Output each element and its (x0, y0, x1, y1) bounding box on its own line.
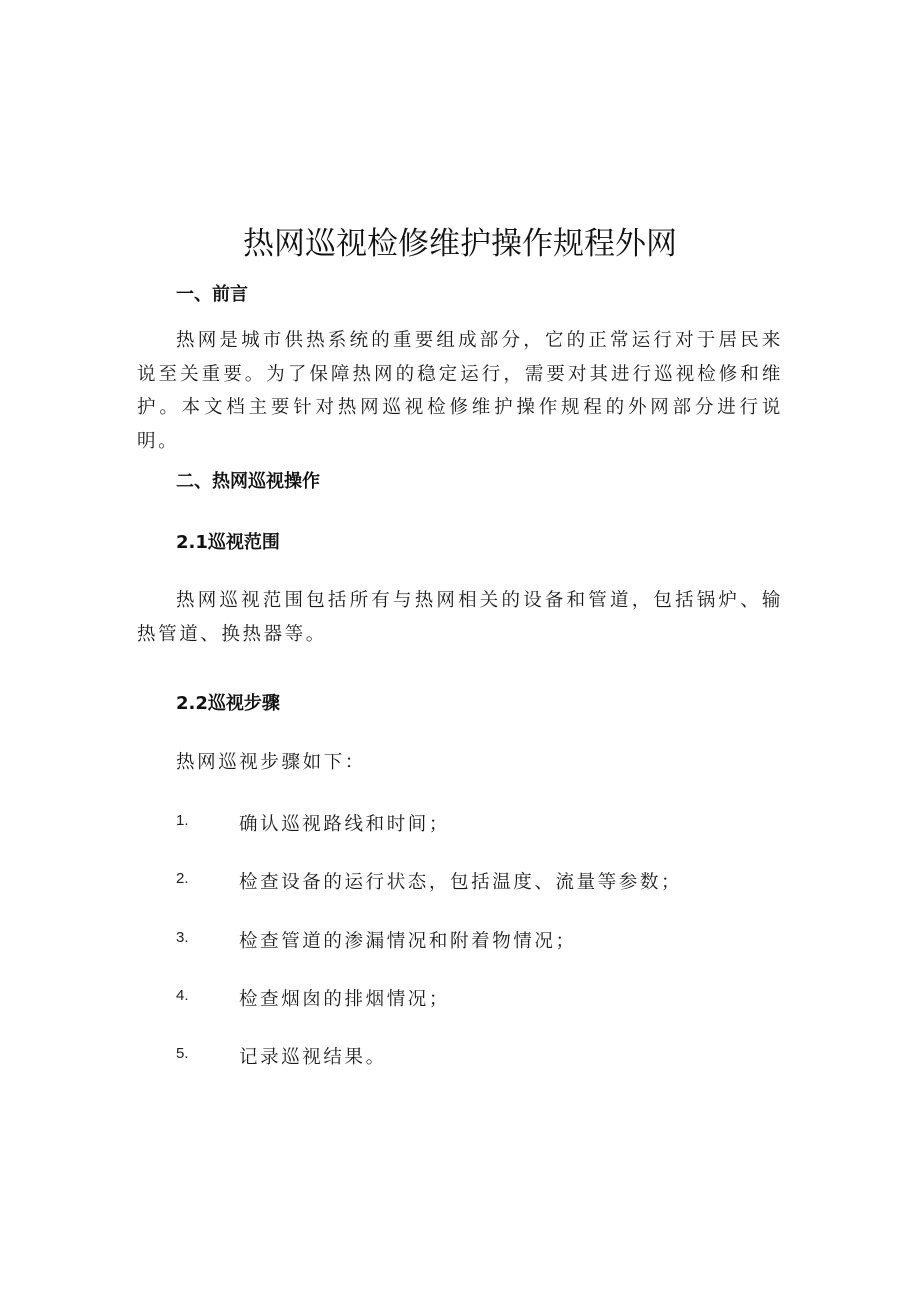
subsection-heading-scope: 2.1巡视范围 (176, 532, 280, 553)
list-item-text: 确认巡视路线和时间； (239, 814, 451, 835)
document-title: 热网巡视检修维护操作规程外网 (243, 226, 677, 262)
list-item-text: 检查烟囱的排烟情况； (239, 989, 451, 1010)
section-heading-preface: 一、前言 (176, 284, 248, 305)
preface-paragraph: 热网是城市供热系统的重要组成部分，它的正常运行对于居民来说至关重要。为了保障热网的稳定运行，需要对其进行巡视检修和维护。本文档主要针对热网巡视检修维护操作规程的外网部分进行说明。 (137, 330, 783, 452)
list-item-number: 4. (176, 987, 189, 1004)
list-item-text: 检查设备的运行状态，包括温度、流量等参数； (239, 872, 683, 893)
section-heading-inspection: 二、热网巡视操作 (176, 471, 320, 492)
list-item-text: 记录巡视结果。 (239, 1047, 387, 1068)
list-item-text: 检查管道的渗漏情况和附着物情况； (239, 931, 577, 952)
subsection-heading-steps: 2.2巡视步骤 (176, 693, 280, 714)
list-item-number: 1. (176, 812, 189, 829)
steps-intro: 热网巡视步骤如下： (176, 752, 366, 773)
scope-paragraph: 热网巡视范围包括所有与热网相关的设备和管道，包括锅炉、输热管道、换热器等。 (137, 590, 783, 645)
list-item-number: 3. (176, 929, 189, 946)
list-item-number: 2. (176, 870, 189, 887)
list-item-number: 5. (176, 1045, 189, 1062)
